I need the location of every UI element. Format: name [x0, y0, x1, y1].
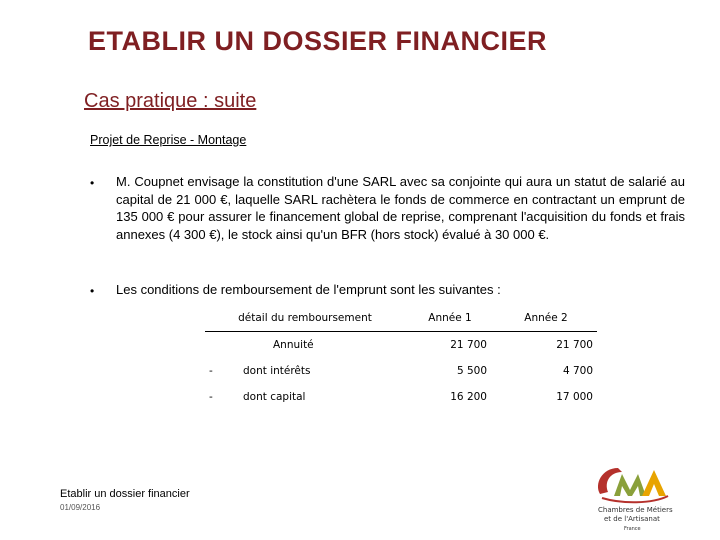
row-year2: 4 700: [562, 365, 593, 377]
row-label: dont intérêts: [243, 365, 311, 377]
cma-logo: [592, 462, 672, 532]
table-row: [205, 358, 597, 384]
bullet-marker: •: [90, 176, 95, 190]
table-header-year1: Année 1: [428, 312, 472, 324]
cma-logo-icon: [592, 462, 672, 504]
row-dash: -: [209, 391, 213, 403]
bullet-text: Les conditions de remboursement de l'emprunt sont les suivantes :: [116, 282, 501, 297]
logo-text-line3: France: [624, 526, 641, 532]
row-label: dont capital: [243, 391, 306, 403]
row-dash: -: [209, 365, 213, 377]
logo-text-line2: et de l'Artisanat: [604, 515, 660, 523]
bullet-marker: •: [90, 284, 95, 298]
table-header-row: [205, 305, 597, 332]
bullet-text: M. Coupnet envisage la constitution d'une SARL avec sa conjointe qui aura un statut de salarié au capital de 21 000 €, laquelle SARL rachètera le fonds de commerce en contractant un emprunt de 135 000 € pour assurer le financement global de reprise, comprenant l'acquisition du fonds et frais annexes (4 300 €), le stock ainsi qu'un BFR (hors stock) évalué à 30 000 €.: [116, 174, 685, 242]
row-year1: 5 500: [456, 365, 487, 377]
footer-date: 01/09/2016: [60, 503, 101, 512]
row-year1: 21 700: [450, 339, 487, 351]
subtitle: Cas pratique : suite: [84, 90, 257, 112]
table-row: [205, 384, 597, 410]
row-dash: [205, 332, 233, 359]
table-row: [205, 332, 597, 359]
row-year1: 16 200: [450, 391, 487, 403]
row-label: Annuité: [273, 339, 314, 351]
row-year2: 21 700: [556, 339, 593, 351]
logo-text-line1: Chambres de Métiers: [598, 506, 673, 514]
page-title: ETABLIR UN DOSSIER FINANCIER: [88, 26, 548, 56]
table-header-label: détail du remboursement: [238, 312, 372, 324]
section-heading: Projet de Reprise - Montage: [90, 133, 247, 147]
table-header-year2: Année 2: [524, 312, 568, 324]
footer-title: Etablir un dossier financier: [60, 488, 190, 500]
row-year2: 17 000: [556, 391, 593, 403]
repayment-table: [205, 305, 597, 410]
